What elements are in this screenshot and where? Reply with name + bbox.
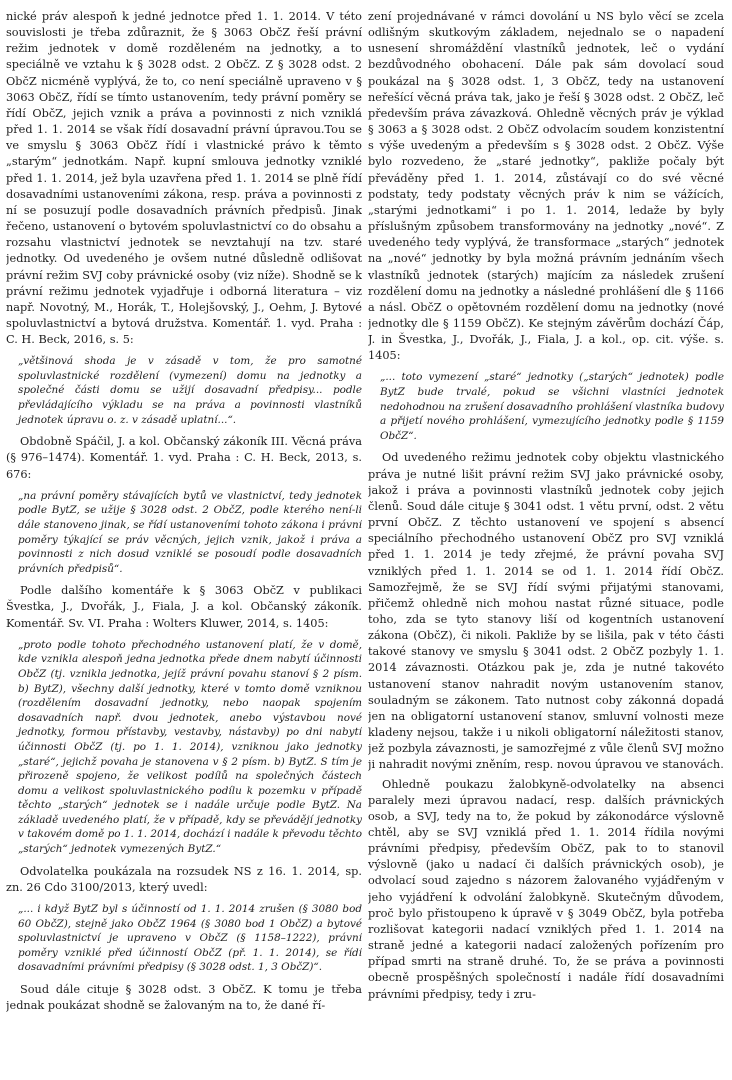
paragraph: Obdobně Spáčil, J. a kol. Občanský zákoník III. Věcná práva (§ 976–1474). Komentář. 1. vyd. Praha : C. H. Beck, 2013, s. 676: xyxy=(6,435,362,481)
paragraph: zení projednávané v rámci dovolání u NS bylo věcí se zcela odlišným skutkovým základem, nejednalo se o napadení usnesení shromáždění vlastníků jednotek, leč o vydání bezdůvodného obohacení. Dále pak sám dovolací soud poukázal na § 3028 odst. 1, 3 ObčZ, tedy na ustanovení neřešící věcná práva tak, jako je řeší § 3028 odst. 2 ObčZ, leč především práva závazková. Ohledně věcných práv je výklad § 3063 a § 3028 odst. 2 ObčZ odvolacím soudem konzistentní s výše uvedeným a především s § 3028 odst. 2 ObčZ. Výše bylo rozvedeno, že „staré jednotky“, pakliže počaly být převáděny před 1. 1. 2014, zůstávají co do své věcné podstaty, tedy podstaty věcných práv k nim se vážících, „starými jednotkami“ i po 1. 1. 2014, ledaže by byly příslušným způsobem transformovány na jednotky „nové“. Z uvedeného tedy vyplývá, že transformace „starých“ jednotek na „nové“ jednotky by byla možná právním jednáním všech vlastníků jednotek (starých) majícím za následek zrušení rozdělení domu na jednotky a následné prohlášení dle § 1166 a násl. ObčZ o opětovném rozdělení domu na jednotky (nové jednotky dle § 1159 ObčZ). Ke stejným závěrům dochází Čáp, J. in Švestka, J., Dvořák, J., Fiala, J. a kol., op. cit. výše. s. 1405: xyxy=(368,10,724,363)
left-column xyxy=(6,9,362,1080)
paragraph: Ohledně poukazu žalobkyně-odvolatelky na absenci paralely mezi úpravou nadací, resp. dalších právnických osob, a SVJ, tedy na to, že pokud by zákonodárce výslovně chtěl, aby se SVJ vzniklá před 1. 1. 2014 řídila novými právními předpisy, především ObčZ, pak to to stanovil výslovně (jako u nadací či dalších právnických osob), je odvolací soud zajedno s názorem žalovaného vyjádřeným v jeho vyjádření k odvolání žalobkyně. Skutečným důvodem, proč bylo přistoupeno k úpravě v § 3049 ObčZ, byla potřeba rozlišovat kategorii nadací vzniklých před 1. 1. 2014 na straně jedné a kategorii nadací založených pořízením pro případ smrti na straně druhé. To, že se práva a povinnosti obecně prospěšných společností i nadále řídí dosavadními právními předpisy, tedy i zru- xyxy=(368,777,724,1001)
block-quote: „na právní poměry stávajících bytů ve vlastnictví, tedy jednotek podle BytZ, se užije § 3028 odst. 2 ObčZ, podle kterého není-li dále stanoveno jinak, se řídí ustanoveními tohoto zákona i právní poměry týkající se práv věcných, jejich vznik, jakož i práva a povinnosti z nich dosud vzniklé se posoudí podle dosavadních právních předpisů“. xyxy=(18,489,362,575)
paragraph: Od uvedeného režimu jednotek coby objektu vlastnického práva je nutné lišit právní režim SVJ jako právnické osoby, jakož i práva a povinnosti vlastníků jednotek coby jejich členů. Soud dále cituje § 3041 odst. 1 větu první, odst. 2 větu první ObčZ. Z těchto ustanovení ve spojení s absencí speciálního přechodného ustanovení ObčZ pro SVJ vzniklá před 1. 1. 2014 je tedy zřejmé, že právní povaha SVJ vzniklých před 1. 1. 2014 se od 1. 1. 2014 řídí ObčZ. Samozřejmě, že se SVJ řídí svými přijatými stanovami, přičemž ohledně nich mohou nastat různé situace, podle toho, zda se tyto stanovy liší od kogentních ustanovení zákona (ObčZ), či nikoli. Pakliže by se lišila, pak v této části takové stanovy ve smyslu § 3041 odst. 2 ObčZ pozbyly 1. 1. 2014 závaznosti. Otázkou pak je, zda je nutné takovéto ustanovení stanov nahradit novým ustanovením stanov, souladným se zákonem. Tato nutnost coby zákonná dopadá jen na obligatorní ustanovení stanov, smluvní volnosti meze kladeny nejsou, takže i u nikoli obligatorní náležitosti stanov, jež pozbyla závaznosti, je samozřejmé z vůle členů SVJ možno ji nahradit novými zněním, resp. novou úpravou ve stanovách. xyxy=(368,451,724,772)
block-quote: „většinová shoda je v zásadě v tom, že pro samotné spoluvlastnické rozdělení (vymezení) domu na jednotky a společné části domu se užijí dosavadní předpisy... podle převládajícího výkladu se na práva a povinnosti vlastníků jednotek úpravu o. z. v zásadě uplatní...“. xyxy=(18,355,362,426)
paragraph: Soud dále cituje § 3028 odst. 3 ObčZ. K tomu je třeba jednak poukázat shodně se žalovaným na to, že dané ří- xyxy=(6,982,362,1013)
block-quote: „... i když BytZ byl s účinností od 1. 1. 2014 zrušen (§ 3080 bod 60 ObčZ), stejně jako ObčZ 1964 (§ 3080 bod 1 ObčZ) a bytové spoluvlastnictví je upraveno v ObčZ (§ 1158–1222), právní poměry vzniklé před účinností ObčZ (př. 1. 1. 2014), se řídí dosavadními právními předpisy (§ 3028 odst. 1, 3 ObčZ)“. xyxy=(18,902,362,974)
right-column xyxy=(368,9,724,1080)
paragraph: Odvolatelka poukázala na rozsudek NS z 16. 1. 2014, sp. zn. 26 Cdo 3100/2013, který uvedl: xyxy=(6,864,362,894)
paragraph: Podle dalšího komentáře k § 3063 ObčZ v publikaci Švestka, J., Dvořák, J., Fiala, J. a kol. Občanský zákoník. Komentář. Sv. VI. Praha : Wolters Kluwer, 2014, s. 1405: xyxy=(6,584,362,630)
paragraph: nické práv alespoň k jedné jednotce před 1. 1. 2014. V této souvislosti je třeba zdůraznit, že § 3063 ObčZ řeší právní režim jednotek v domě rozděleném na jednotky, a to speciálně ve vztahu k § 3028 odst. 2 ObčZ. Z § 3028 odst. 2 ObčZ nicméně vyplývá, že to, co není speciálně upraveno v § 3063 ObčZ, řídí se tímto ustanovením, tedy právní poměry se řídí ObčZ, jejich vznik a práva a povinnosti z nich vzniklá před 1. 1. 2014 se však řídí dosavadní právní úpravou.Tou se ve smyslu § 3063 ObčZ řídí i vlastnické právo k těmto „starým“ jednotkám. Např. kupní smlouva jednotky vzniklé před 1. 1. 2014, jež byla uzavřena před 1. 1. 2014 se plně řídí dosavadními ustanoveními zákona, resp. práva a povinnosti z ní se posuzují podle dosavadních právních předpisů. Jinak řečeno, ustanovení o bytovém spoluvlastnictví co do obsahu a rozsahu vlastnictví jednotek se nevztahují na tzv. staré jednotky. Od uvedeného je ovšem nutné důsledně odlišovat právní režim SVJ coby právnické osoby (viz níže). Shodně se k právní režimu jednotek vyjadřuje i odborná literatura – viz např. Novotný, M., Horák, T., Holejšovský, J., Oehm, J. Bytové spoluvlastnictví a bytová družstva. Komentář. 1. vyd. Praha : C. H. Beck, 2016, s. 5: xyxy=(6,10,362,347)
block-quote: „... toto vymezení „staré“ jednotky („starých“ jednotek) podle BytZ bude trvalé, pokud se všichni vlastníci jednotek nedohodnou na zrušení dosavadního prohlášení vlastníka budovy a přijetí nového prohlášení, vymezujícího jednotky podle § 1159 ObčZ“. xyxy=(380,371,724,442)
block-quote: „proto podle tohoto přechodného ustanovení platí, že v domě, kde vznikla alespoň jedna jednotka přede dnem nabytí účinnosti ObčZ (tj. vznikla jednotka, jejíž právní povahu stanoví § 2 písm. b) BytZ), všechny další jednotky, které v tomto domě vzniknou (rozdělením dosavadní jednotky, nebo naopak spojením dosavadních např. dvou jednotek, anebo výstavbou nové jednotky, formou přístavby, vestavby, nástavby) po dni nabytí účinnosti ObčZ (tj. po 1. 1. 2014), vzniknou jako jednotky „staré“, jejichž povaha je stanovena v § 2 písm. b) BytZ. S tím je přirozeně spojeno, že velikost podílů na společných částech domu a velikost spoluvlastnického podílu k pozemku v případě těchto „starých“ jednotek se i nadále určuje podle BytZ. Na základě uvedeného platí, že v případě, kdy se převádějí jednotky v takovém domě po 1. 1. 2014, dochází i nadále k převodu těchto „starých“ jednotek vymezených BytZ.“ xyxy=(18,638,362,856)
